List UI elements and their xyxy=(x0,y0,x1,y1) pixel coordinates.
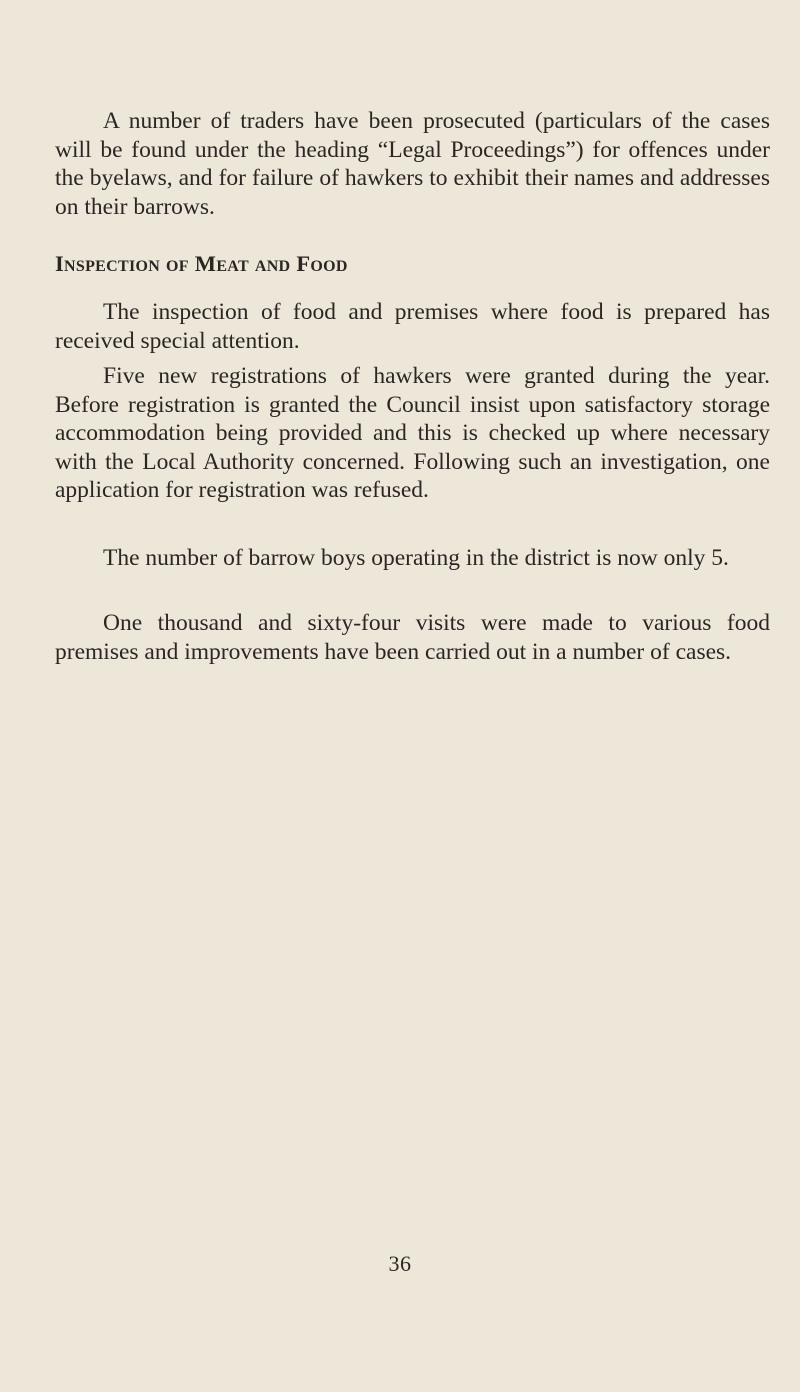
registrations-paragraph-block xyxy=(55,362,770,505)
intro-paragraph-block xyxy=(55,107,770,221)
registrations-paragraph: Five new registrations of hawkers were granted during the year. Before registration is granted the Council insist upon satisfactory storage accommodation being provided and this is checked up where necessary with the Local Authority concerned. Following such an investigation, one application for registration was refused. xyxy=(55,363,770,503)
barrow-boys-paragraph-block xyxy=(55,544,770,573)
inspection-paragraph-block xyxy=(55,298,770,355)
visits-paragraph-block xyxy=(55,609,770,666)
section-heading: Inspection of Meat and Food xyxy=(55,251,348,276)
intro-paragraph: A number of traders have been prosecuted (particulars of the cases will be found under the heading “Legal Proceedings”) for offences under the byelaws, and for failure of hawkers to exhibit their names and addresses on their barrows. xyxy=(55,108,770,220)
page-number: 36 xyxy=(388,1251,412,1276)
section-heading-block xyxy=(55,250,770,278)
inspection-paragraph: The inspection of food and premises where food is prepared has received special attention. xyxy=(55,299,770,354)
barrow-boys-paragraph: The number of barrow boys operating in the district is now only 5. xyxy=(103,545,729,571)
visits-paragraph: One thousand and sixty-four visits were made to various food premises and improvements have been carried out in a number of cases. xyxy=(55,610,770,665)
